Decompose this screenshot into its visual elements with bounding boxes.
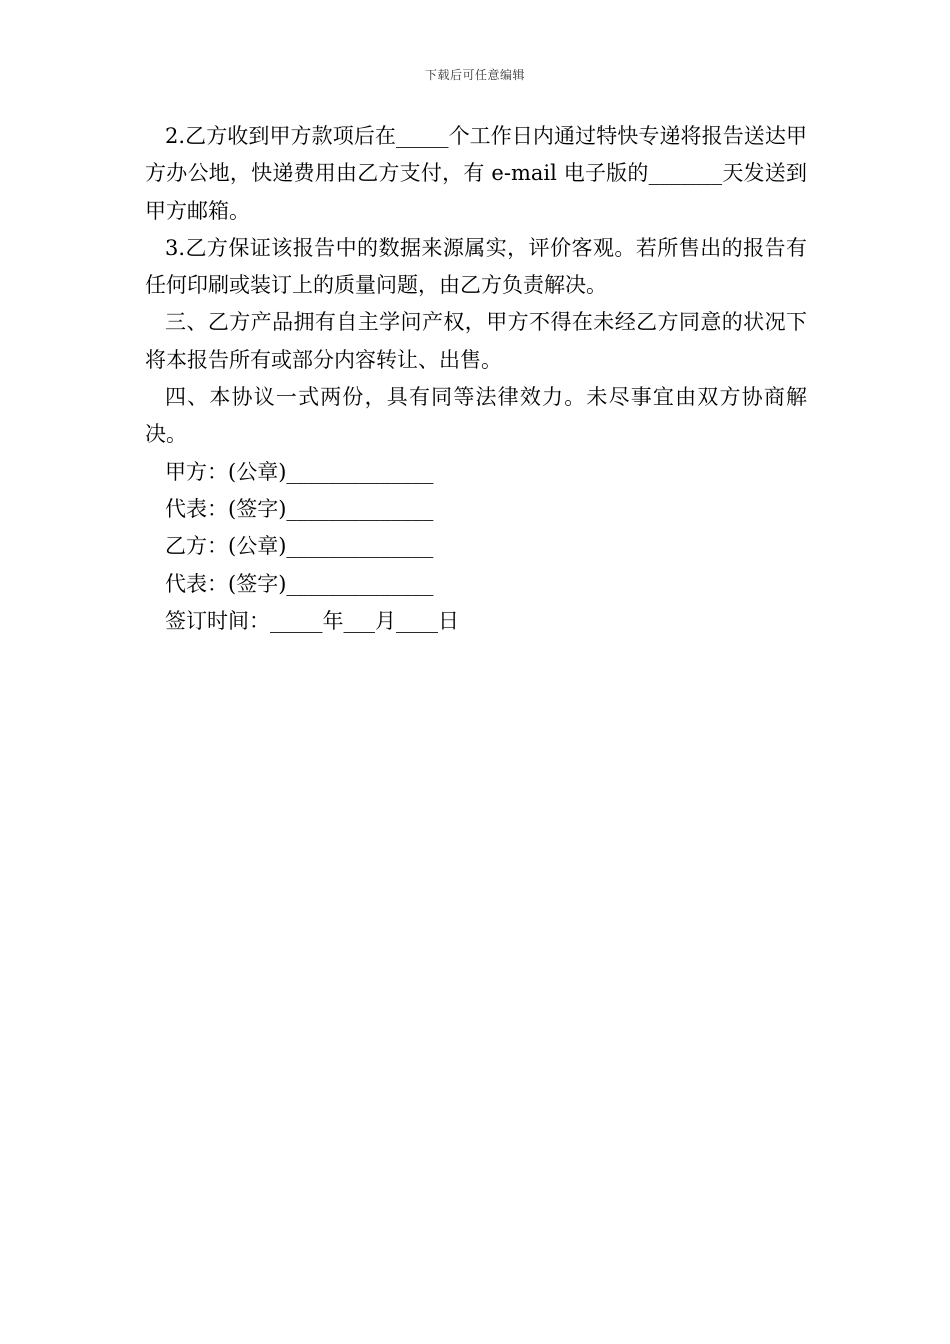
signing-date-line: 签订时间：_____年___月____日 bbox=[165, 608, 459, 633]
party-a-seal-line: 甲方：(公章)______________ bbox=[165, 459, 434, 484]
document-body bbox=[145, 118, 807, 640]
party-b-seal-line: 乙方：(公章)______________ bbox=[165, 534, 434, 559]
clause-3: 3.乙方保证该报告中的数据来源属实，评价客观。若所售出的报告有任何印刷或装订上的质量问题，由乙方负责解决。 bbox=[145, 235, 807, 298]
party-a-representative-line: 代表：(签字)______________ bbox=[165, 496, 434, 521]
clause-2: 2.乙方收到甲方款项后在_____个工作日内通过特快专递将报告送达甲方办公地，快递费用由乙方支付，有 e-mail 电子版的_______天发送到甲方邮箱。 bbox=[145, 124, 807, 223]
party-b-representative-line: 代表：(签字)______________ bbox=[165, 571, 434, 596]
page-header: 下载后可任意编辑 bbox=[424, 68, 525, 82]
section-four: 四、本协议一式两份，具有同等法律效力。未尽事宜由双方协商解决。 bbox=[145, 385, 807, 447]
section-three: 三、乙方产品拥有自主学问产权，甲方不得在未经乙方同意的状况下将本报告所有或部分内容转让、出售。 bbox=[145, 310, 807, 372]
